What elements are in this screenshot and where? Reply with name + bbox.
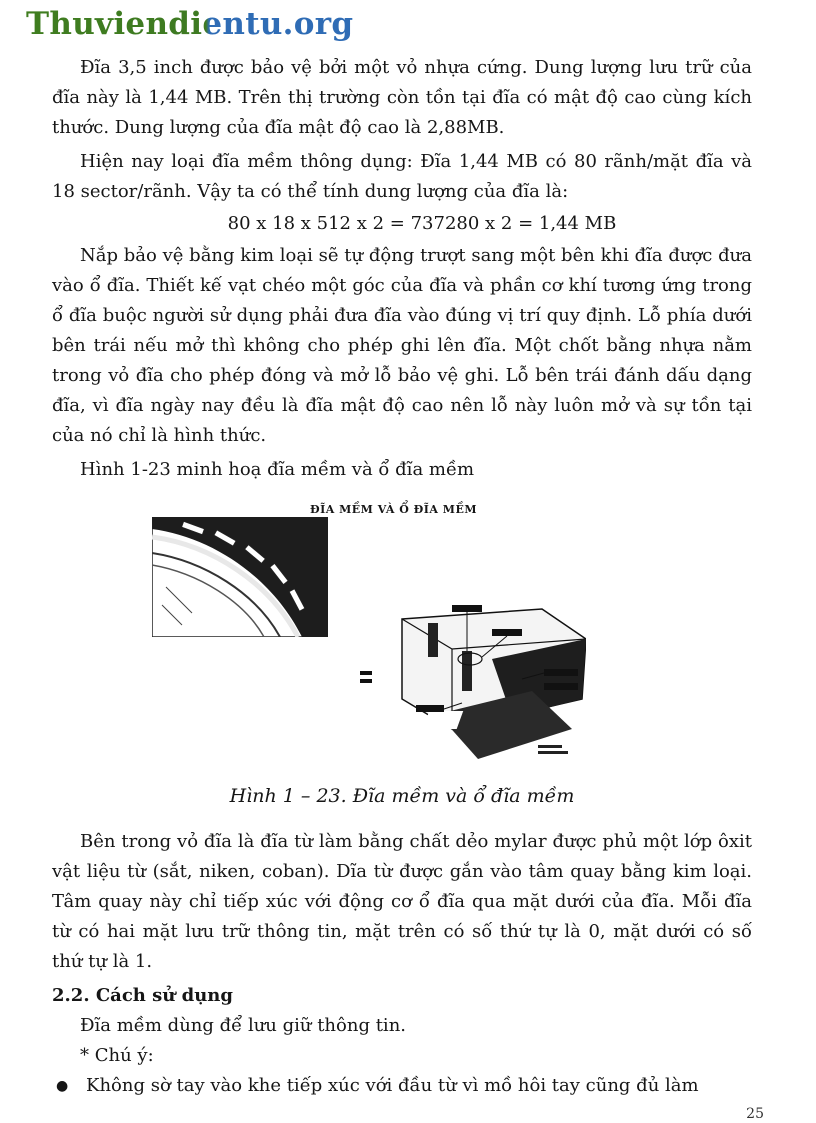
floppy-disk-closeup-image (152, 517, 328, 637)
figure-floppy (52, 489, 752, 827)
floppy-drive-image (342, 599, 586, 769)
paragraph-disk-capacity: Đĩa 3,5 inch được bảo vệ bởi một vỏ nhựa cứng. Dung lượng lưu trữ của đĩa này là 1,44 MB. Trên thị trường còn tồn tại đĩa có mật độ cao cùng kích thước. Dung lượng của đĩa mật độ cao là 2,88MB. (52, 57, 752, 138)
capacity-formula: 80 x 18 x 512 x 2 = 737280 x 2 = 1,44 MB (227, 213, 617, 234)
site-watermark-logo: Thuviendientu.org (26, 6, 354, 42)
note-label: * Chú ý: (80, 1045, 154, 1066)
paragraph-disk-internals: Bên trong vỏ đĩa là đĩa từ làm bằng chất dẻo mylar được phủ một lớp ôxit vật liệu từ (sắt, niken, coban). Dĩa từ được gắn vào tâm quay bằng kim loại. Tâm quay này chỉ tiếp xúc với động cơ ổ đĩa qua mặt dưới của đĩa. Mỗi đĩa từ có hai mặt lưu trữ thông tin, mặt trên có số thứ tự là 0, mặt dưới có số thứ tự là 1. (52, 831, 752, 972)
paragraph-common-disk: Hiện nay loại đĩa mềm thông dụng: Đĩa 1,44 MB có 80 rãnh/mặt đĩa và 18 sector/rãnh. Vậy ta có thể tính dung lượng của đĩa là: (52, 151, 752, 202)
figure-caption: Hình 1 – 23. Đĩa mềm và ổ đĩa mềm (229, 785, 575, 807)
bullet-icon: ● (56, 1078, 69, 1094)
section-intro: Đĩa mềm dùng để lưu giữ thông tin. (80, 1015, 407, 1036)
bullet-text: Không sờ tay vào khe tiếp xúc với đầu từ vì mồ hôi tay cũng đủ làm (86, 1075, 699, 1096)
list-item (52, 1071, 752, 1101)
paragraph-protection: Nắp bảo vệ bằng kim loại sẽ tự động trượt sang một bên khi đĩa được đưa vào ổ đĩa. Thiết kế vạt chéo một góc của đĩa và phần cơ khí tương ứng trong ổ đĩa buộc người sử dụng phải đưa đĩa vào đúng vị trí quy định. Lỗ phía dưới bên trái nếu mở thì không cho phép ghi lên đĩa. Một chốt bằng nhựa nằm trong vỏ đĩa cho phép đóng và mở lỗ bảo vệ ghi. Lỗ bên trái đánh dấu dạng đĩa, vì đĩa ngày nay đều là đĩa mật độ cao nên lỗ này luôn mở và sự tồn tại của nó chỉ là hình thức. (52, 245, 752, 446)
section-heading: 2.2. Cách sử dụng (52, 985, 233, 1006)
figure-title: ĐĨA MỀM VÀ Ổ ĐĨA MỀM (310, 503, 478, 516)
paragraph-figure-intro: Hình 1-23 minh hoạ đĩa mềm và ổ đĩa mềm (80, 459, 475, 480)
page-content (52, 53, 752, 1101)
page-number: 25 (746, 1106, 764, 1122)
